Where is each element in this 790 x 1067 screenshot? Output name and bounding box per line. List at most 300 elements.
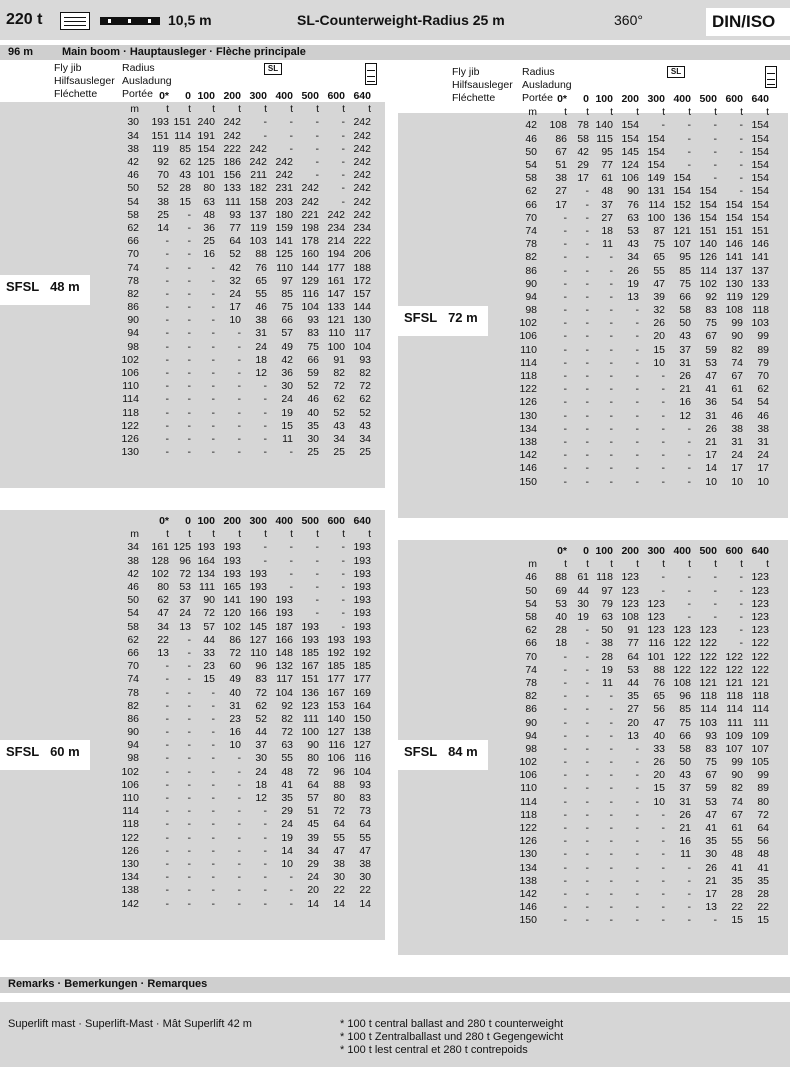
load-cell: 55 [281,752,293,765]
column-header: 0 [185,515,191,528]
load-cell: - [237,446,241,459]
load-cell: - [237,419,241,432]
column-header: 200 [223,90,241,103]
load-cell: - [661,449,665,462]
load-cell: 103 [249,235,267,248]
table-row [112,660,374,673]
load-cell: 47 [705,808,717,821]
load-cell: - [237,792,241,805]
load-cell: 64 [229,235,241,248]
radius-cell: 62 [127,633,139,646]
table-row [112,222,374,235]
load-cell: 159 [275,221,293,234]
load-cell: - [585,356,589,369]
table-row [510,690,772,703]
load-cell: 50 [679,317,691,330]
slew-angle: 360° [614,12,643,28]
load-cell: 101 [647,650,665,663]
load-cell: 29 [577,159,589,172]
load-cell: 50 [679,756,691,769]
load-cell: 90 [203,594,215,607]
load-cell: 44 [577,584,589,597]
table-row [112,354,374,367]
load-cell: 53 [555,597,567,610]
load-cell: 115 [596,132,613,145]
load-cell: - [165,261,169,274]
load-cell: - [661,861,665,874]
radius-cell: 42 [127,156,139,169]
radius-cell: 94 [525,290,537,303]
load-cell: - [661,901,665,914]
load-cell: 53 [705,795,717,808]
load-cell: - [609,822,613,835]
load-cell: - [187,699,191,712]
load-cell: - [585,795,589,808]
load-cell: 151 [751,224,769,237]
column-header: 500 [699,545,717,558]
load-cell: - [263,818,267,831]
load-cell: - [263,419,267,432]
column-header: 400 [673,93,691,106]
column-header: 0* [557,545,567,558]
load-cell: - [211,884,215,897]
load-cell: 11 [602,238,613,251]
load-cell: - [315,581,319,594]
load-cell: - [263,380,267,393]
table-row [112,897,374,910]
load-cell: 164 [197,554,215,567]
load-cell: 117 [276,673,293,686]
load-cell: 133 [223,182,241,195]
load-cell: 125 [275,248,293,261]
load-cell: - [263,393,267,406]
load-cell: 38 [333,857,345,870]
load-cell: 154 [699,198,717,211]
load-cell: 34 [359,432,371,445]
load-cell: - [211,857,215,870]
load-cell: 150 [353,712,371,725]
load-cell: - [687,914,691,927]
load-cell: - [187,208,191,221]
column-header: 0 [583,545,589,558]
radius-cell: 126 [121,432,139,445]
load-cell: 12 [255,367,267,380]
load-cell: 37 [679,343,691,356]
flechette-label: Fléchette [452,92,496,104]
load-cell: - [635,887,639,900]
load-cell: - [661,571,665,584]
load-cell: 29 [281,805,293,818]
load-cell: 121 [751,676,769,689]
load-cell: 104 [275,686,293,699]
load-cell: 30 [281,380,293,393]
load-cell: - [563,663,567,676]
load-cell: 75 [307,340,319,353]
column-header: 300 [647,545,665,558]
load-cell: - [263,129,267,142]
load-cell: 17 [555,198,567,211]
load-cell: 10 [653,356,665,369]
load-cell: - [315,156,319,169]
load-cell: - [609,769,613,782]
load-cell: 30 [307,432,319,445]
table-row [112,726,374,739]
load-cell: 126 [699,251,717,264]
load-cell: 13 [179,620,191,633]
load-cell: - [563,264,567,277]
load-cell: - [187,673,191,686]
radius-cell: 66 [127,235,139,248]
load-cell: 111 [753,716,769,729]
load-cell: 111 [225,195,241,208]
load-cell: 66 [679,290,691,303]
load-cell: 154 [673,172,691,185]
load-cell: 22 [333,884,345,897]
load-cell: 154 [621,119,639,132]
load-cell: 132 [275,660,293,673]
load-cell: - [563,676,567,689]
load-cell: - [187,327,191,340]
load-cell: 19 [281,406,293,419]
load-cell: 119 [726,290,743,303]
load-cell: - [585,808,589,821]
radius-cell: 74 [525,224,537,237]
load-cell: - [661,370,665,383]
radius-cell: 66 [525,637,537,650]
load-cell: - [315,129,319,142]
capacity: 220 t [6,11,43,28]
load-cell: - [187,660,191,673]
load-cell: 41 [757,861,769,874]
unit-cell: t [212,528,215,541]
table-row [510,730,772,743]
load-cell: 242 [223,129,241,142]
load-cell: - [585,251,589,264]
table-row [510,462,772,475]
load-cell: 52 [359,406,371,419]
load-cell: - [341,116,345,129]
radius-cell: 38 [127,142,139,155]
load-cell: 43 [679,769,691,782]
load-cell: - [211,314,215,327]
radius-cell: 118 [520,808,537,821]
load-cell: 141 [751,251,769,264]
load-cell: 62 [333,393,345,406]
unit-cell: t [766,106,769,119]
load-cell: - [661,914,665,927]
load-cell: 25 [333,446,345,459]
table-row [510,637,772,650]
load-cell: - [289,567,293,580]
load-cell: 77 [601,159,613,172]
table-row [112,182,374,195]
unit-cell: t [188,103,191,116]
load-cell: - [585,198,589,211]
load-cell: 59 [705,343,717,356]
load-cell: - [211,446,215,459]
unit-cell: t [662,558,665,571]
radius-cell: 58 [525,611,537,624]
load-cell: - [263,554,267,567]
load-cell: 242 [353,182,371,195]
table-row [510,875,772,888]
load-cell: - [687,435,691,448]
load-cell: 123 [673,624,691,637]
load-cell: - [609,914,613,927]
load-cell: 194 [327,248,345,261]
load-cell: - [263,541,267,554]
radius-cell: 130 [519,848,537,861]
load-cell: 31 [679,795,691,808]
load-cell: 27 [627,703,639,716]
load-cell: 11 [680,848,691,861]
load-cell: 118 [596,571,613,584]
load-cell: 53 [705,356,717,369]
load-cell: 72 [333,380,345,393]
column-header: 100 [595,545,613,558]
load-cell: - [687,584,691,597]
load-cell: 72 [757,808,769,821]
header-blank [112,515,142,528]
load-cell: - [165,301,169,314]
radius-cell: 90 [525,716,537,729]
load-cell: 21 [679,383,691,396]
load-cell: - [165,419,169,432]
load-cell: 52 [333,406,345,419]
unit-cell: t [740,106,743,119]
column-header: 400 [673,545,691,558]
load-cell: 116 [302,287,319,300]
load-cell: 151 [301,673,319,686]
load-cell: 54 [757,396,769,409]
radius-cell: 54 [525,159,537,172]
load-cell: - [211,406,215,419]
load-cell: - [165,393,169,406]
load-cell: 116 [648,637,665,650]
load-cell: - [585,422,589,435]
load-cell: - [713,119,717,132]
load-cell: 13 [157,646,169,659]
load-cell: - [585,330,589,343]
table-row [510,264,772,277]
table-row [112,116,374,129]
load-cell: 123 [647,611,665,624]
load-cell: 83 [359,792,371,805]
radius-cell: 86 [127,712,139,725]
radius-cell: 150 [519,914,537,927]
load-cell: - [687,597,691,610]
load-cell: - [739,132,743,145]
unit-cell: m [528,558,537,571]
unit-cell: t [238,528,241,541]
load-cell: - [609,887,613,900]
load-cell: - [237,406,241,419]
load-cell: 62 [757,383,769,396]
load-cell: 31 [731,435,743,448]
load-cell: 193 [275,594,293,607]
load-cell: 191 [197,129,215,142]
column-header: 100 [197,515,215,528]
portee-label: Portée [522,92,553,104]
load-cell: - [585,264,589,277]
load-cell: 12 [679,409,691,422]
load-cell: - [609,383,613,396]
load-cell: - [237,367,241,380]
load-cell: 86 [555,132,567,145]
table-row [112,884,374,897]
radius-cell: 82 [127,699,139,712]
table-row [510,410,772,423]
load-cell: 19 [577,611,589,624]
load-cell: 57 [203,620,215,633]
load-cell: - [661,848,665,861]
radius-cell: 86 [525,703,537,716]
load-cell: 123 [751,624,769,637]
load-cell: - [187,818,191,831]
load-cell: 221 [301,208,319,221]
load-cell: 120 [223,607,241,620]
load-cell: - [237,327,241,340]
load-cell: 193 [197,541,215,554]
load-cell: 96 [679,690,691,703]
load-cell: 99 [731,756,743,769]
load-cell: - [211,897,215,910]
radius-cell: 42 [525,119,537,132]
load-cell: 10 [705,475,717,488]
table-row [510,370,772,383]
load-cell: 75 [705,756,717,769]
load-cell: - [661,396,665,409]
load-cell: - [211,871,215,884]
legend-left [54,62,115,101]
load-cell: - [211,844,215,857]
radius-cell: 110 [122,380,139,393]
radius-cell: 102 [121,353,139,366]
load-cell: 25 [307,446,319,459]
load-cell: 58 [679,742,691,755]
load-cell: 42 [281,353,293,366]
load-table-72m [510,93,772,489]
load-cell: 107 [725,742,743,755]
unit-cell: t [714,558,717,571]
radius-cell: 118 [122,406,139,419]
radius-cell: 94 [127,739,139,752]
load-cell: 110 [250,646,267,659]
load-cell: - [563,769,567,782]
load-cell: - [609,370,613,383]
table-row [112,739,374,752]
column-header-row [510,545,772,558]
unit-cell: t [586,106,589,119]
load-cell: 122 [751,650,769,663]
load-cell: - [739,624,743,637]
load-cell: 44 [627,676,639,689]
load-cell: 46 [255,301,267,314]
radius-cell: 50 [525,584,537,597]
load-cell: 64 [333,818,345,831]
load-cell: - [187,248,191,261]
load-cell: 79 [601,597,613,610]
load-cell: 63 [203,195,215,208]
load-cell: 72 [333,805,345,818]
load-cell: - [563,462,567,475]
load-cell: 61 [577,571,589,584]
load-cell: - [739,637,743,650]
table-row [510,344,772,357]
load-cell: - [187,739,191,752]
load-cell: 117 [354,327,371,340]
load-cell: 21 [705,874,717,887]
load-cell: - [263,406,267,419]
table-row [510,396,772,409]
load-cell: 242 [301,195,319,208]
load-cell: - [563,343,567,356]
load-cell: - [187,393,191,406]
load-cell: - [585,756,589,769]
table-row [510,475,772,488]
load-cell: 100 [647,211,665,224]
load-cell: - [585,624,589,637]
table-row [112,235,374,248]
load-cell: - [165,248,169,261]
units-row [112,528,374,541]
load-cell: 28 [555,624,567,637]
load-cell: 99 [757,330,769,343]
load-cell: - [187,261,191,274]
load-cell: - [609,703,613,716]
load-cell: 122 [751,663,769,676]
load-cell: 53 [179,581,191,594]
table-row [510,225,772,238]
load-cell: 231 [275,182,293,195]
load-cell: 41 [731,861,743,874]
load-cell: 23 [229,712,241,725]
load-cell: - [165,805,169,818]
load-cell: - [687,571,691,584]
load-cell: - [585,769,589,782]
load-cell: 18 [255,353,267,366]
load-cell: 89 [757,782,769,795]
radius-cell: 46 [127,581,139,594]
load-cell: 65 [653,690,665,703]
load-cell: 76 [653,676,665,689]
load-cell: - [563,251,567,264]
load-cell: - [563,808,567,821]
load-cell: 43 [179,169,191,182]
load-table-84m [510,545,772,927]
load-cell: - [713,159,717,172]
radius-label: Radius [522,66,555,78]
load-cell: 43 [627,238,639,251]
load-cell: - [585,185,589,198]
load-cell: - [211,712,215,725]
load-cell: 80 [757,795,769,808]
load-cell: - [237,857,241,870]
load-cell: 123 [621,584,639,597]
load-cell: 19 [627,277,639,290]
load-cell: 164 [353,699,371,712]
boom-label: Main boom · Hauptausleger · Flèche principale [62,46,306,58]
column-header: 600 [725,545,743,558]
load-cell: 136 [301,686,319,699]
load-cell: - [237,765,241,778]
load-cell: 193 [353,554,371,567]
load-cell: 119 [152,142,169,155]
load-cell: 24 [731,449,743,462]
unit-cell: t [290,103,293,116]
radius-cell: 98 [525,304,537,317]
boom-length: 96 m [8,46,34,58]
